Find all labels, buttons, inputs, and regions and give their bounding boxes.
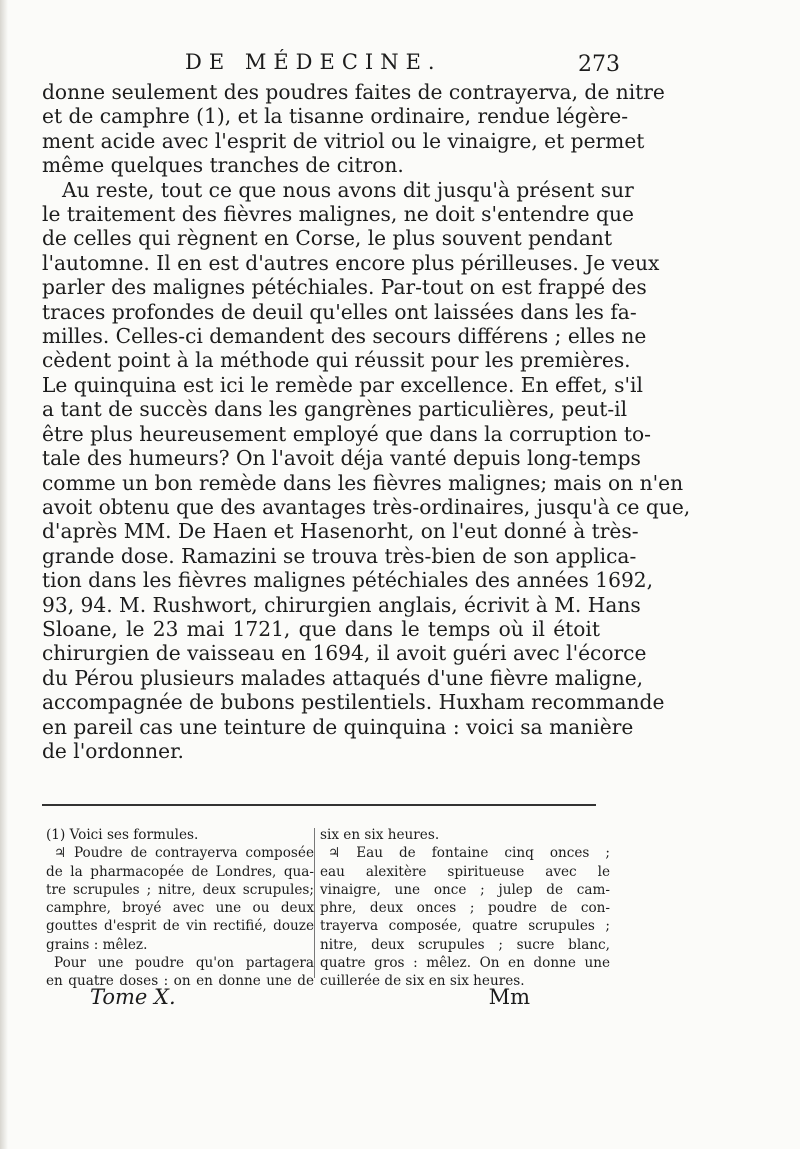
page-number: 273 bbox=[578, 52, 620, 77]
body-line: même quelques tranches de citron. bbox=[42, 153, 404, 178]
body-line: l'automne. Il en est d'autres encore plus périlleuses. Je veux bbox=[42, 250, 660, 275]
body-line: tale des humeurs? On l'avoit déja vanté depuis long-temps bbox=[42, 446, 641, 471]
body-line: Au reste, tout ce que nous avons dit jusqu'à présent sur bbox=[62, 177, 634, 202]
body-line: cèdent point à la méthode qui réussit pour les premières. bbox=[42, 348, 631, 373]
body-line: d'après MM. De Haen et Hasenorht, on l'eut donné à très- bbox=[42, 519, 639, 544]
footnote-line: en quatre doses : on en donne une de bbox=[46, 973, 314, 990]
body-line: traces profondes de deuil qu'elles ont laissées dans les fa- bbox=[42, 299, 637, 324]
footnote-line: six en six heures. bbox=[320, 827, 440, 843]
footnote-line: de la pharmacopée de Londres, qua- bbox=[46, 863, 314, 880]
body-line: a tant de succès dans les gangrènes particulières, peut-il bbox=[42, 397, 628, 422]
running-title: DE MÉDECINE. bbox=[185, 50, 442, 74]
body-line: et de camphre (1), et la tisanne ordinaire, rendue légère- bbox=[42, 104, 629, 129]
footnote-left-column bbox=[46, 826, 314, 991]
body-line: être plus heureusement employé que dans la corruption to- bbox=[42, 421, 651, 446]
body-line: 93, 94. M. Rushwort, chirurgien anglais, écrivit à M. Hans bbox=[42, 592, 641, 617]
footnote-line: (1) Voici ses formules. bbox=[46, 827, 199, 843]
volume-label: Tome X. bbox=[90, 985, 176, 1009]
footnote-line: Pour une poudre qu'on partagera bbox=[54, 955, 314, 972]
footnote-line: gouttes d'esprit de vin rectifié, douze bbox=[46, 918, 314, 935]
footnote-rule bbox=[42, 804, 596, 806]
body-line: parler des malignes pétéchiales. Par-tout on est frappé des bbox=[42, 275, 647, 300]
footnote-line: quatre gros : mêlez. On en donne une bbox=[320, 955, 610, 972]
body-line: tion dans les fièvres malignes pétéchiales des années 1692, bbox=[42, 568, 654, 593]
body-line: milles. Celles-ci demandent des secours différens ; elles ne bbox=[42, 324, 647, 349]
page-edge-shadow bbox=[0, 0, 8, 1149]
page-header bbox=[40, 50, 620, 84]
body-line: Le quinquina est ici le remède par excellence. En effet, s'il bbox=[42, 372, 643, 397]
body-line: de l'ordonner. bbox=[42, 738, 184, 763]
body-line: ment acide avec l'esprit de vitriol ou le vinaigre, et permet bbox=[42, 128, 645, 153]
body-line: en pareil cas une teinture de quinquina : voici sa manière bbox=[42, 714, 634, 739]
body-line: grande dose. Ramazini se trouva très-bien de son applica- bbox=[42, 543, 637, 568]
footnote-line: trayerva composée, quatre scrupules ; bbox=[320, 918, 610, 935]
body-line: le traitement des fièvres malignes, ne doit s'entendre que bbox=[42, 202, 634, 227]
footnotes bbox=[46, 826, 610, 996]
footnote-right-column bbox=[320, 826, 610, 991]
body-line: comme un bon remède dans les fièvres malignes; mais on n'en bbox=[42, 470, 684, 495]
signature-mark: Mm bbox=[488, 985, 530, 1009]
footnote-column-separator bbox=[314, 828, 315, 978]
page-footer bbox=[90, 985, 530, 1015]
footnote-line: nitre, deux scrupules ; sucre blanc, bbox=[320, 936, 610, 953]
body-line: donne seulement des poudres faites de contrayerva, de nitre bbox=[42, 80, 665, 104]
body-line: du Pérou plusieurs malades attaqués d'une fièvre maligne, bbox=[42, 665, 644, 690]
footnote-line: tre scrupules ; nitre, deux scrupules; bbox=[46, 881, 314, 898]
body-line: accompagnée de bubons pestilentiels. Huxham recommande bbox=[42, 690, 665, 715]
body-line: Sloane, le 23 mai 1721, que dans le temps où il étoit bbox=[42, 616, 600, 641]
footnote-line: ♃ Poudre de contrayerva composée bbox=[54, 845, 314, 862]
body-line: avoit obtenu que des avantages très-ordinaires, jusqu'à ce que, bbox=[42, 494, 691, 519]
footnote-line: grains : mêlez. bbox=[46, 936, 148, 953]
body-line: chirurgien de vaisseau en 1694, il avoit guéri avec l'écorce bbox=[42, 641, 647, 666]
footnote-line: ♃ Eau de fontaine cinq onces ; bbox=[328, 845, 610, 862]
body-line: de celles qui règnent en Corse, le plus souvent pendant bbox=[42, 226, 613, 251]
footnote-line: camphre, broyé avec une ou deux bbox=[46, 900, 314, 917]
footnote-line: phre, deux onces ; poudre de con- bbox=[320, 900, 610, 917]
body-text bbox=[42, 80, 691, 763]
footnote-line: cuillerée de six en six heures. bbox=[320, 973, 525, 990]
footnote-line: eau alexitère spiritueuse avec le bbox=[320, 863, 610, 880]
footnote-line: vinaigre, une once ; julep de cam- bbox=[320, 881, 610, 898]
